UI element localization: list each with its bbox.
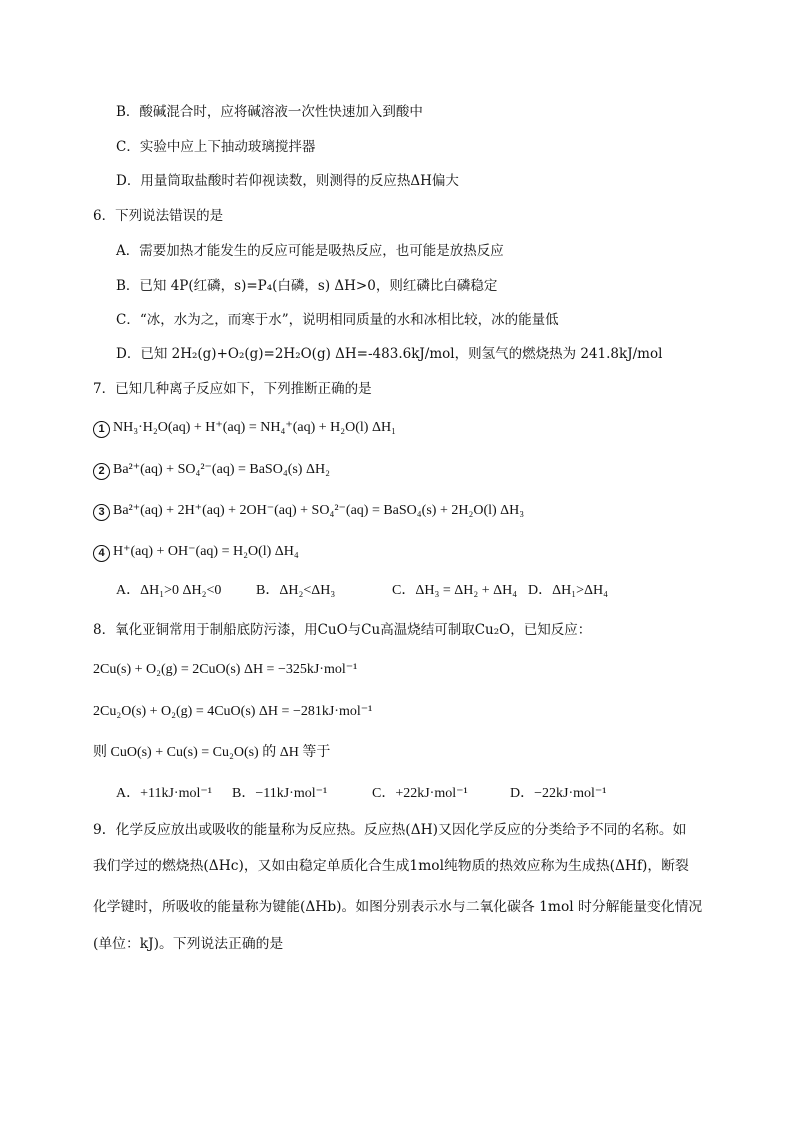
q8-choices xyxy=(116,785,606,803)
reaction-3-text: Ba²⁺(aq) + 2H⁺(aq) + 2OH⁻(aq) + SO₄²⁻(aq) = BaSO₄(s) + 2H₂O(l) ΔH₃ xyxy=(113,503,525,518)
q5-option-c: C．实验中应上下抽动玻璃搅拌器 xyxy=(116,139,316,155)
q8-ask: 则 CuO(s) + Cu(s) = Cu₂O(s) 的 ΔH 等于 xyxy=(93,745,331,760)
circled-number-1: 1 xyxy=(93,421,110,438)
circled-number-4: 4 xyxy=(93,545,110,562)
q7-reaction-1 xyxy=(93,419,396,438)
q6-option-a: A．需要加热才能发生的反应可能是吸热反应，也可能是放热反应 xyxy=(116,243,504,259)
q7-choice-a: A．ΔH₁>0 ΔH₂<0 xyxy=(116,583,222,598)
reaction-1-text: NH₃·H₂O(aq) + H⁺(aq) = NH₄⁺(aq) + H₂O(l) ΔH₁ xyxy=(113,420,396,435)
q9-line-1: 9．化学反应放出或吸收的能量称为反应热。反应热(ΔH)又因化学反应的分类给予不同的名称。如 xyxy=(93,822,687,838)
q8-choice-b: B．−11kJ·mol⁻¹ xyxy=(232,786,328,801)
q9-line-4: (单位：kJ)。下列说法正确的是 xyxy=(93,936,284,952)
q7-reaction-3 xyxy=(93,502,524,521)
q8-choice-c: C．+22kJ·mol⁻¹ xyxy=(372,786,468,801)
q8-choice-d: D．−22kJ·mol⁻¹ xyxy=(510,786,607,801)
q7-choice-b: B．ΔH₂<ΔH₃ xyxy=(256,583,336,598)
q8-equation-2: 2Cu₂O(s) + O₂(g) = 4CuO(s) ΔH = −281kJ·mol⁻¹ xyxy=(93,704,373,719)
q6-option-c: C．“冰，水为之，而寒于水”，说明相同质量的水和冰相比较，冰的能量低 xyxy=(116,312,559,328)
circled-number-3: 3 xyxy=(93,504,110,521)
q8-choice-a: A．+11kJ·mol⁻¹ xyxy=(116,786,212,801)
q7-reaction-2 xyxy=(93,461,330,480)
q7-choices xyxy=(116,582,608,600)
q6-option-d: D．已知 2H₂(g)+O₂(g)=2H₂O(g) ΔH=-483.6kJ/mol，则氢气的燃烧热为 241.8kJ/mol xyxy=(116,346,663,362)
q9-line-2: 我们学过的燃烧热(ΔHc)，又如由稳定单质化合生成1mol纯物质的热效应称为生成热(ΔHf)，断裂 xyxy=(93,858,689,874)
q7-choice-d: D．ΔH₁>ΔH₄ xyxy=(528,583,608,598)
q7-choice-c: C．ΔH₃ = ΔH₂ + ΔH₄ xyxy=(392,583,518,598)
q5-option-b: B．酸碱混合时，应将碱溶液一次性快速加入到酸中 xyxy=(116,104,423,120)
q7-reaction-4 xyxy=(93,543,299,562)
q7-stem: 7．已知几种离子反应如下，下列推断正确的是 xyxy=(93,381,372,397)
circled-number-2: 2 xyxy=(93,463,110,480)
q8-equation-1: 2Cu(s) + O₂(g) = 2CuO(s) ΔH = −325kJ·mol⁻¹ xyxy=(93,662,358,677)
reaction-4-text: H⁺(aq) + OH⁻(aq) = H₂O(l) ΔH₄ xyxy=(113,544,299,559)
q9-line-3: 化学键时，所吸收的能量称为键能(ΔHb)。如图分别表示水与二氧化碳各 1mol 时分解能量变化情况 xyxy=(93,899,703,915)
q8-stem: 8．氧化亚铜常用于制船底防污漆，用CuO与Cu高温烧结可制取Cu₂O，已知反应： xyxy=(93,622,592,638)
q6-stem: 6．下列说法错误的是 xyxy=(93,208,224,224)
reaction-2-text: Ba²⁺(aq) + SO₄²⁻(aq) = BaSO₄(s) ΔH₂ xyxy=(113,462,330,477)
q6-option-b: B．已知 4P(红磷，s)=P₄(白磷，s) ΔH>0，则红磷比白磷稳定 xyxy=(116,278,498,294)
q5-option-d: D．用量筒取盐酸时若仰视读数，则测得的反应热ΔH偏大 xyxy=(116,173,459,189)
